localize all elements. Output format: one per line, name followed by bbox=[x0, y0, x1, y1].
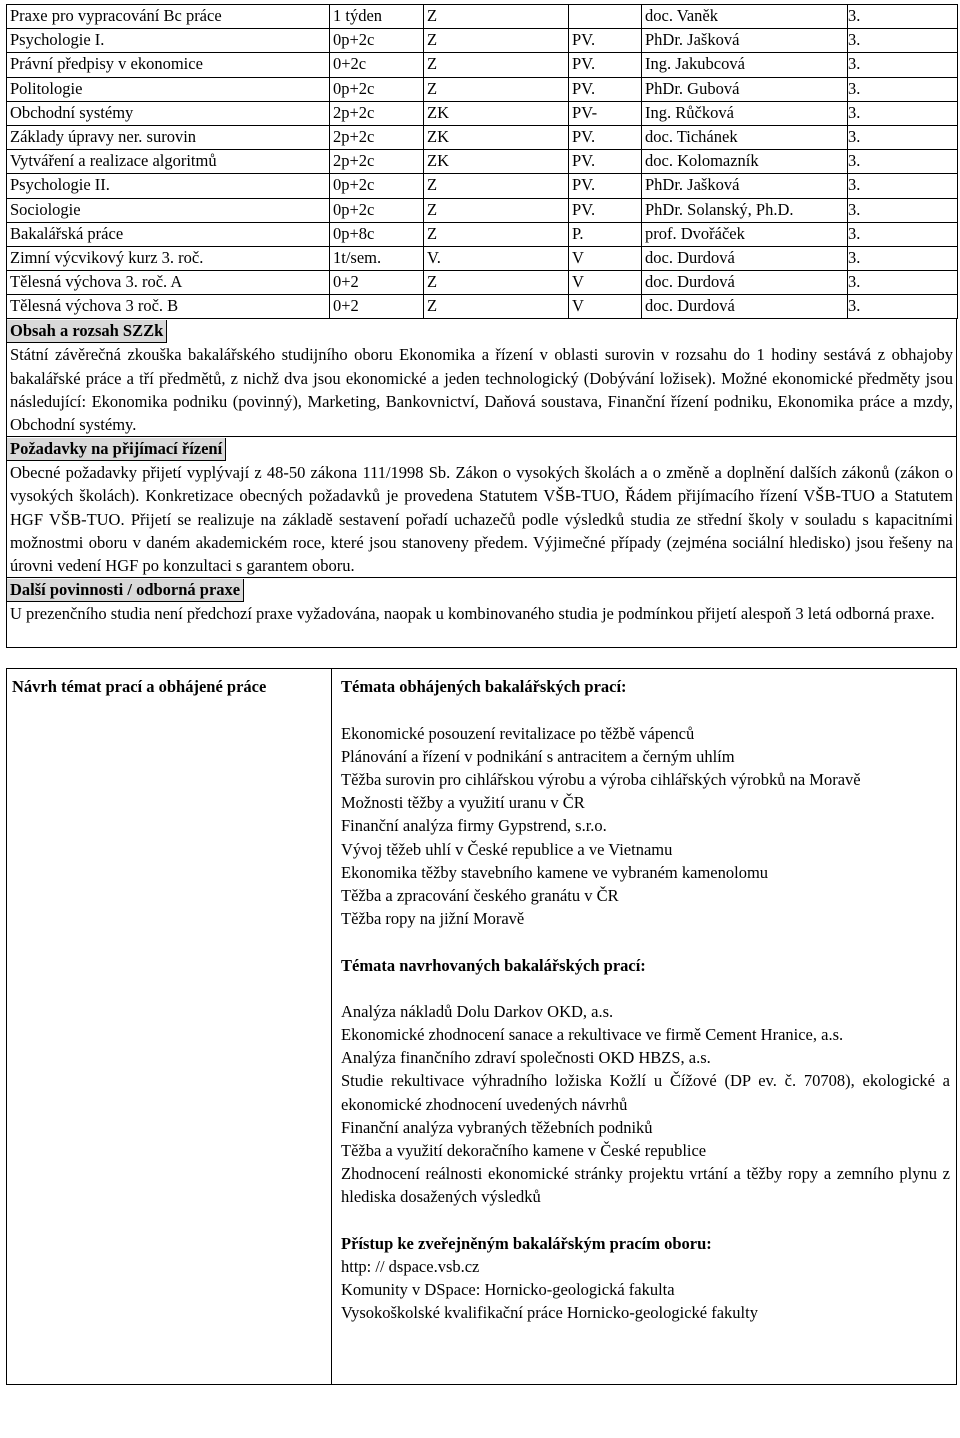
course-row bbox=[7, 101, 958, 125]
course-row bbox=[7, 29, 958, 53]
course-hours: 0p+2c bbox=[330, 174, 424, 198]
course-teacher: doc. Kolomazník bbox=[642, 150, 848, 174]
duties-section bbox=[6, 578, 957, 648]
course-name: Zimní výcvikový kurz 3. roč. bbox=[7, 246, 330, 270]
course-type: Z bbox=[424, 5, 569, 29]
course-hours: 0p+2c bbox=[330, 29, 424, 53]
szzk-text: Státní závěrečná zkouška bakalářského studijního oboru Ekonomika a řízení v oblasti surovin v rozsahu do 1 hodiny sestává z obhajoby bakalářské práce a tří předmětů, z nichž dva jsou ekonomické a jeden technologický (Dobývání ložisek). Možné ekonomické předměty jsou následující: Ekonomika podniku (povinný), Marketing, Bankovnictví, Daňová soustava, Finanční řízení podniku, Ekonomika práce a mzdy, Obchodní systémy. bbox=[10, 345, 953, 435]
course-type: Z bbox=[424, 77, 569, 101]
course-year: 3. bbox=[848, 271, 958, 295]
course-type: Z bbox=[424, 29, 569, 53]
access-heading: Přístup ke zveřejněným bakalářským pracím oboru: bbox=[341, 1233, 712, 1253]
theses-section bbox=[6, 668, 957, 1385]
proposed-list bbox=[341, 1000, 950, 1209]
defended-thesis-item: Ekonomické posouzení revitalizace po těžbě vápenců bbox=[341, 723, 695, 743]
admission-section bbox=[6, 437, 957, 578]
defended-thesis-item: Ekonomika těžby stavebního kamene ve vybraném kamenolomu bbox=[341, 862, 769, 882]
course-name: Sociologie bbox=[7, 198, 330, 222]
access-list bbox=[341, 1255, 950, 1325]
course-group: PV- bbox=[569, 101, 642, 125]
course-row bbox=[7, 271, 958, 295]
course-type: ZK bbox=[424, 150, 569, 174]
course-name: Psychologie II. bbox=[7, 174, 330, 198]
course-name: Základy úpravy ner. surovin bbox=[7, 125, 330, 149]
course-teacher: doc. Durdová bbox=[642, 271, 848, 295]
course-teacher: doc. Vaněk bbox=[642, 5, 848, 29]
course-type: V. bbox=[424, 246, 569, 270]
course-hours: 0+2 bbox=[330, 271, 424, 295]
proposed-thesis-item: Analýza nákladů Dolu Darkov OKD, a.s. bbox=[341, 1001, 614, 1021]
defended-list bbox=[341, 722, 950, 931]
course-year: 3. bbox=[848, 246, 958, 270]
defended-thesis-item: Možnosti těžby a využití uranu v ČR bbox=[341, 793, 585, 813]
course-hours: 0+2c bbox=[330, 53, 424, 77]
course-row bbox=[7, 174, 958, 198]
defended-thesis-item: Těžba a zpracování českého granátu v ČR bbox=[341, 886, 619, 906]
course-year: 3. bbox=[848, 5, 958, 29]
course-row bbox=[7, 295, 958, 319]
proposed-thesis-item: Analýza finančního zdraví společnosti OKD HBZS, a.s. bbox=[341, 1048, 711, 1068]
defended-thesis-item: Těžba surovin pro cihlářskou výrobu a výroba cihlářských výrobků na Moravě bbox=[341, 770, 861, 790]
defended-thesis-item: Finanční analýza firmy Gypstrend, s.r.o. bbox=[341, 816, 607, 836]
course-hours: 0p+2c bbox=[330, 198, 424, 222]
course-hours: 0+2 bbox=[330, 295, 424, 319]
course-teacher: doc. Durdová bbox=[642, 295, 848, 319]
defended-thesis-item: Plánování a řízení v podnikání s antracitem a černým uhlím bbox=[341, 746, 735, 766]
course-hours: 0p+2c bbox=[330, 77, 424, 101]
course-year: 3. bbox=[848, 101, 958, 125]
course-group: PV. bbox=[569, 198, 642, 222]
proposed-thesis-item: Studie rekultivace výhradního ložiska Kožlí u Čížové (DP ev. č. 70708), ekologické a ekonomické zhodnocení uvedených návrhů bbox=[341, 1071, 950, 1114]
course-group: V bbox=[569, 271, 642, 295]
course-teacher: Ing. Jakubcová bbox=[642, 53, 848, 77]
defended-thesis-item: Těžba ropy na jižní Moravě bbox=[341, 909, 525, 929]
course-type: Z bbox=[424, 295, 569, 319]
course-name: Tělesná výchova 3. roč. A bbox=[7, 271, 330, 295]
access-item: http: // dspace.vsb.cz bbox=[341, 1256, 480, 1276]
access-item: Komunity v DSpace: Hornicko-geologická fakulta bbox=[341, 1279, 675, 1299]
duties-text: U prezenčního studia není předchozí praxe vyžadována, naopak u kombinovaného studia je podmínkou přijetí alespoň 3 letá odborná praxe. bbox=[10, 604, 935, 624]
proposed-thesis-item: Finanční analýza vybraných těžebních podniků bbox=[341, 1117, 653, 1137]
admission-heading: Požadavky na přijímací řízení bbox=[7, 438, 226, 461]
course-type: ZK bbox=[424, 125, 569, 149]
course-teacher: PhDr. Solanský, Ph.D. bbox=[642, 198, 848, 222]
course-hours: 1 týden bbox=[330, 5, 424, 29]
course-year: 3. bbox=[848, 150, 958, 174]
document-page bbox=[6, 4, 957, 1385]
admission-text: Obecné požadavky přijetí vyplývají z 48-50 zákona 111/1998 Sb. Zákon o vysokých školách a o změně a doplnění dalších zákonů (zákon o vysokých školách). Konkretizace obecných požadavků je provedena Statutem VŠB-TUO, Řádem přijímacího řízení VŠB-TUO a Statutem HGF VŠB-TUO. Přijetí se realizuje na základě sestavení pořadí uchazečů podle výsledků studia ze střední školy v souladu s kapacitními možnostmi oboru v daném akademickém roce, které jsou stanoveny předem. Výjimečné případy (zejména sociální hlediskо) jsou řešeny na úrovni vedení HGF po konzultaci s garantem oboru. bbox=[10, 463, 953, 576]
defended-thesis-item: Vývoj těžeb uhlí v České republice a ve Vietnamu bbox=[341, 839, 673, 859]
course-table-body bbox=[7, 5, 958, 319]
course-year: 3. bbox=[848, 295, 958, 319]
proposed-thesis-item: Ekonomické zhodnocení sanace a rekultivace ve firmě Cement Hranice, a.s. bbox=[341, 1024, 844, 1044]
course-type: Z bbox=[424, 271, 569, 295]
course-row bbox=[7, 150, 958, 174]
course-type: Z bbox=[424, 174, 569, 198]
course-type: Z bbox=[424, 53, 569, 77]
course-group: PV. bbox=[569, 77, 642, 101]
theses-content bbox=[332, 669, 956, 1384]
course-name: Politologie bbox=[7, 77, 330, 101]
course-row bbox=[7, 5, 958, 29]
course-name: Praxe pro vypracování Bc práce bbox=[7, 5, 330, 29]
course-group: PV. bbox=[569, 125, 642, 149]
course-hours: 0p+8c bbox=[330, 222, 424, 246]
duties-heading: Další povinnosti / odborná praxe bbox=[7, 579, 244, 602]
course-table bbox=[6, 4, 958, 319]
course-group: V bbox=[569, 246, 642, 270]
course-group: PV. bbox=[569, 53, 642, 77]
course-year: 3. bbox=[848, 77, 958, 101]
defended-heading: Témata obhájených bakalářských prací: bbox=[341, 677, 627, 697]
proposed-thesis-item: Těžba a využití dekoračního kamene v České republice bbox=[341, 1140, 707, 1160]
course-group: V bbox=[569, 295, 642, 319]
course-name: Bakalářská práce bbox=[7, 222, 330, 246]
course-year: 3. bbox=[848, 222, 958, 246]
proposed-heading: Témata navrhovaných bakalářských prací: bbox=[341, 955, 646, 975]
szzk-heading: Obsah a rozsah SZZk bbox=[7, 320, 167, 343]
course-row bbox=[7, 77, 958, 101]
course-teacher: doc. Tichánek bbox=[642, 125, 848, 149]
course-year: 3. bbox=[848, 53, 958, 77]
course-group: PV. bbox=[569, 150, 642, 174]
course-year: 3. bbox=[848, 125, 958, 149]
course-teacher: prof. Dvořáček bbox=[642, 222, 848, 246]
course-name: Tělesná výchova 3 roč. B bbox=[7, 295, 330, 319]
course-row bbox=[7, 125, 958, 149]
course-hours: 2p+2c bbox=[330, 125, 424, 149]
course-hours: 2p+2c bbox=[330, 150, 424, 174]
course-teacher: doc. Durdová bbox=[642, 246, 848, 270]
course-row bbox=[7, 246, 958, 270]
course-type: ZK bbox=[424, 101, 569, 125]
course-row bbox=[7, 53, 958, 77]
course-group: P. bbox=[569, 222, 642, 246]
course-teacher: PhDr. Jašková bbox=[642, 174, 848, 198]
course-type: Z bbox=[424, 222, 569, 246]
szzk-section bbox=[6, 319, 957, 437]
course-row bbox=[7, 198, 958, 222]
course-name: Vytváření a realizace algoritmů bbox=[7, 150, 330, 174]
course-group: PV. bbox=[569, 29, 642, 53]
course-teacher: PhDr. Gubová bbox=[642, 77, 848, 101]
course-group: PV. bbox=[569, 174, 642, 198]
access-item: Vysokoškolské kvalifikační práce Hornicko-geologické fakulty bbox=[341, 1303, 758, 1323]
course-row bbox=[7, 222, 958, 246]
proposed-thesis-item: Zhodnocení reálnosti ekonomické stránky projektu vrtání a těžby ropy a zemního plynu z hlediska dosažených výsledků bbox=[341, 1164, 950, 1207]
theses-label: Návrh témat prací a obhájené práce bbox=[7, 669, 332, 1384]
course-year: 3. bbox=[848, 29, 958, 53]
course-year: 3. bbox=[848, 198, 958, 222]
course-hours: 2p+2c bbox=[330, 101, 424, 125]
course-hours: 1t/sem. bbox=[330, 246, 424, 270]
course-teacher: PhDr. Jašková bbox=[642, 29, 848, 53]
course-name: Právní předpisy v ekonomice bbox=[7, 53, 330, 77]
course-group bbox=[569, 5, 642, 29]
course-type: Z bbox=[424, 198, 569, 222]
course-name: Obchodní systémy bbox=[7, 101, 330, 125]
course-name: Psychologie I. bbox=[7, 29, 330, 53]
course-year: 3. bbox=[848, 174, 958, 198]
course-teacher: Ing. Růčková bbox=[642, 101, 848, 125]
